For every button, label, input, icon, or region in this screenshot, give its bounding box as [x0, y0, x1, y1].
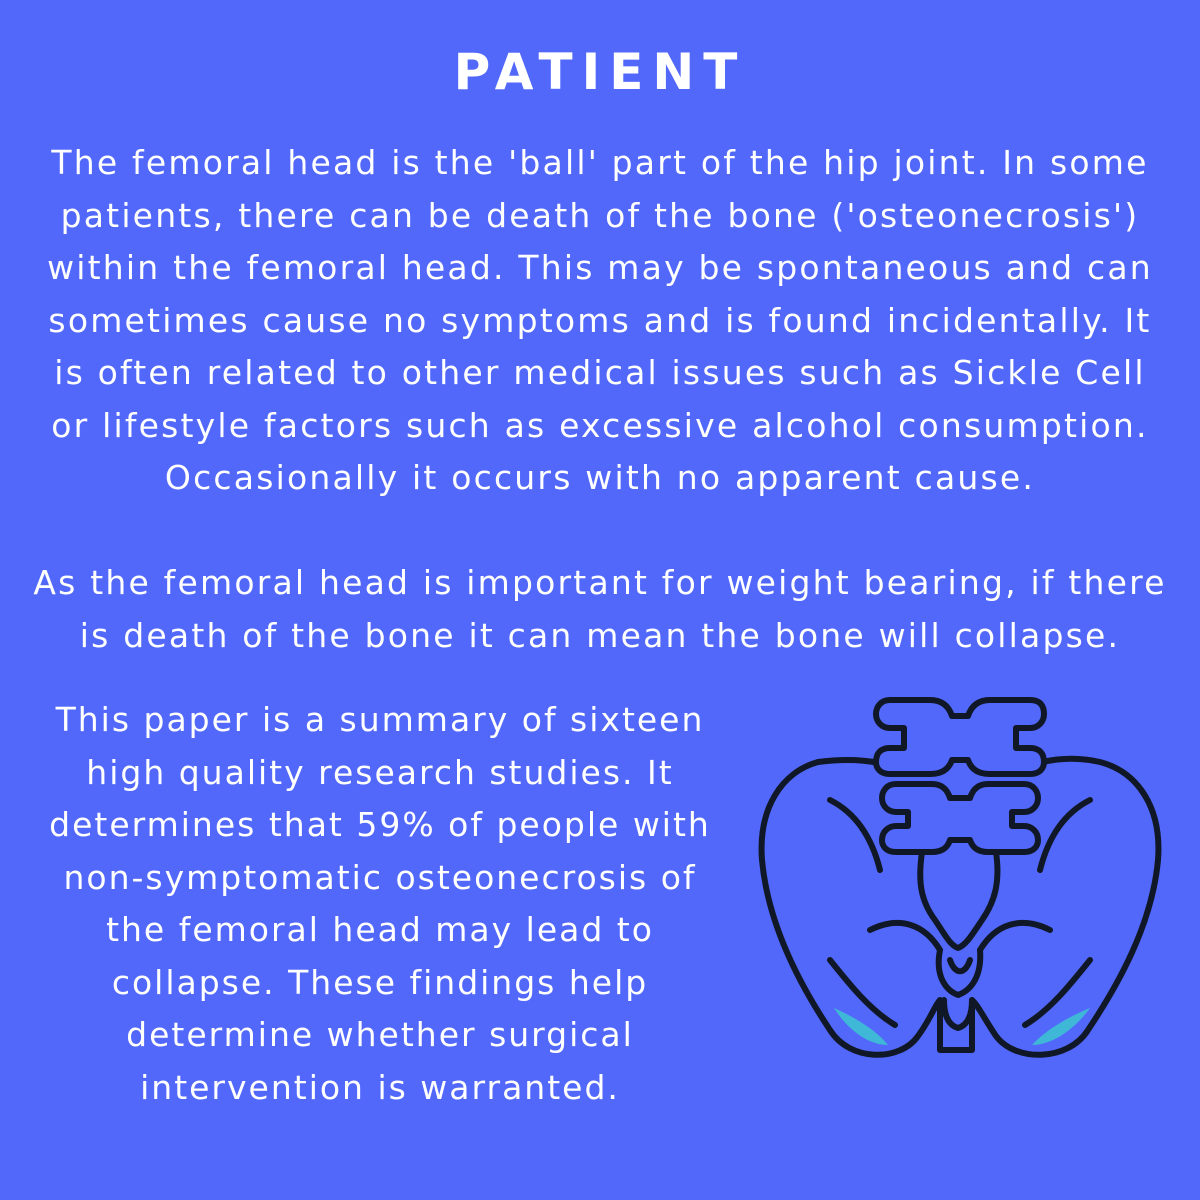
weight-bearing-paragraph: As the femoral head is important for weight bearing, if there is death of the bone it can mean the bone will collapse. — [33, 563, 1167, 655]
pelvis-icon — [740, 680, 1180, 1080]
intro-paragraph: The femoral head is the 'ball' part of the hip joint. In some patients, there can be death of the bone ('osteonecrosis') within the femoral head. This may be spontaneous and can sometimes cause no symptoms and is found incidentally. It is often related to other medical issues such as Sickle Cell or lifestyle factors such as excessive alcohol consumption. Occasionally it occurs with no apparent cause. — [47, 143, 1153, 497]
summary-paragraph: This paper is a summary of sixteen high quality research studies. It determines that 59% of people with non-symptomatic osteonecrosis of the femoral head may lead to collapse. These findings help determine whether surgical intervention is warranted. — [49, 700, 711, 1107]
page-title: PATIENT — [453, 43, 747, 101]
